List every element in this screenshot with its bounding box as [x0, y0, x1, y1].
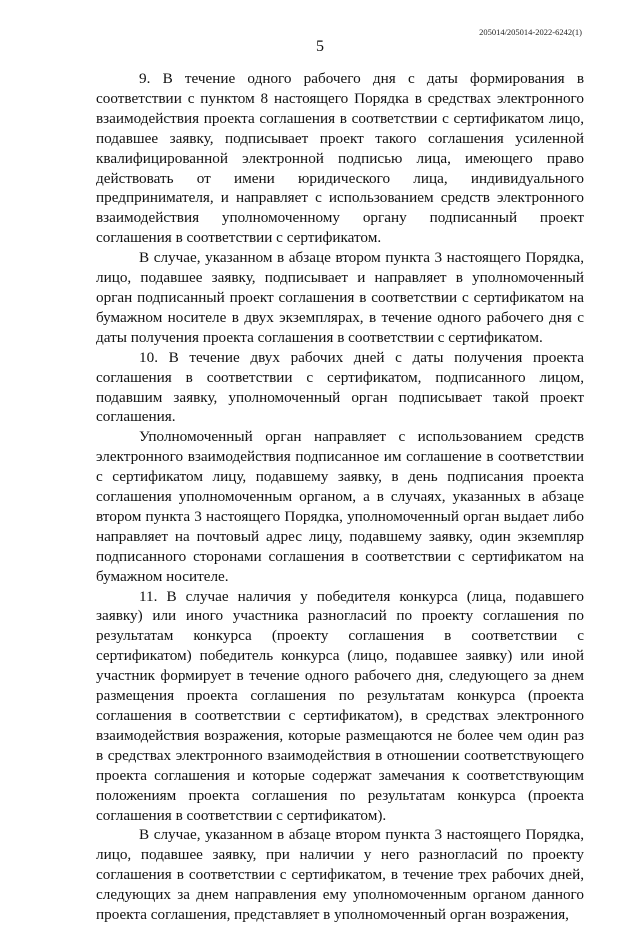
paragraph-item-10: 10. В течение двух рабочих дней с даты получения проекта соглашения в соответствии с сертификатом, подписанного лицом, подавшим заявку, уполномоченный орган подписывает такой проект соглашения.: [96, 348, 584, 426]
paragraph-item-11: 11. В случае наличия у победителя конкурса (лица, подавшего заявку) или иного участника разногласий по проекту соглашения по результатам конкурса (проекту соглашения в соответствии с сертификатом) победитель конкурса (лицо, подавшее заявку) или иной участник формирует в течение одного рабочего дня, следующего за днем размещения проекта соглашения по результатам конкурса (проекта соглашения в соответствии с сертификатом), в средствах электронного взаимодействия возражения, которые размещаются не более чем один раз в средствах электронного взаимодействия в отношении соответствующего проекта соглашения и которые содержат замечания к соответствующим положениям проекта соглашения по результатам конкурса (проекта соглашения в соответствии с сертификатом).: [96, 587, 584, 824]
paragraph-item-10-delivery: Уполномоченный орган направляет с использованием средств электронного взаимодействия подписанное им соглашение в соответствии с сертификатом лицу, подавшему заявку, в день подписания проекта соглашения уполномоченным органом, а в случаях, указанных в абзаце втором пункта 3 настоящего Порядка, уполномоченный орган выдает либо направляет на почтовый адрес лицу, подавшему заявку, один экземпляр подписанного сторонами соглашения в соответствии с сертификатом на бумажном носителе.: [96, 428, 584, 585]
page-number: 5: [316, 38, 324, 55]
paragraph-item-11-paper: В случае, указанном в абзаце втором пункта 3 настоящего Порядка, лицо, подавшее заявку, при наличии у него разногласий по проекту соглашения в соответствии с сертификатом, в течение трех рабочих дней, следующих за днем направления ему уполномоченным органом данного проекта соглашения, представляет в уполномоченный орган возражения,: [96, 826, 584, 924]
document-body: [96, 69, 584, 925]
paragraph-item-9: 9. В течение одного рабочего дня с даты формирования в соответствии с пунктом 8 настоящего Порядка в средствах электронного взаимодействия проекта соглашения в соответствии с сертификатом лицо, подавшее заявку, подписывает проект такого соглашения усиленной квалифицированной электронной подписью лица, имеющего право действовать от имени юридического лица, индивидуального предпринимателя, и направляет с использованием средств электронного взаимодействия уполномоченному органу подписанный проект соглашения в соответствии с сертификатом.: [96, 70, 584, 247]
document-code: 205014/205014-2022-6242(1): [479, 27, 582, 37]
paragraph-item-9-paper: В случае, указанном в абзаце втором пункта 3 настоящего Порядка, лицо, подавшее заявку, подписывает и направляет в уполномоченный орган подписанный проект соглашения в соответствии с сертификатом на бумажном носителе в двух экземплярах, в течение одного рабочего дня с даты получения проекта соглашения в соответствии с сертификатом.: [96, 249, 584, 346]
